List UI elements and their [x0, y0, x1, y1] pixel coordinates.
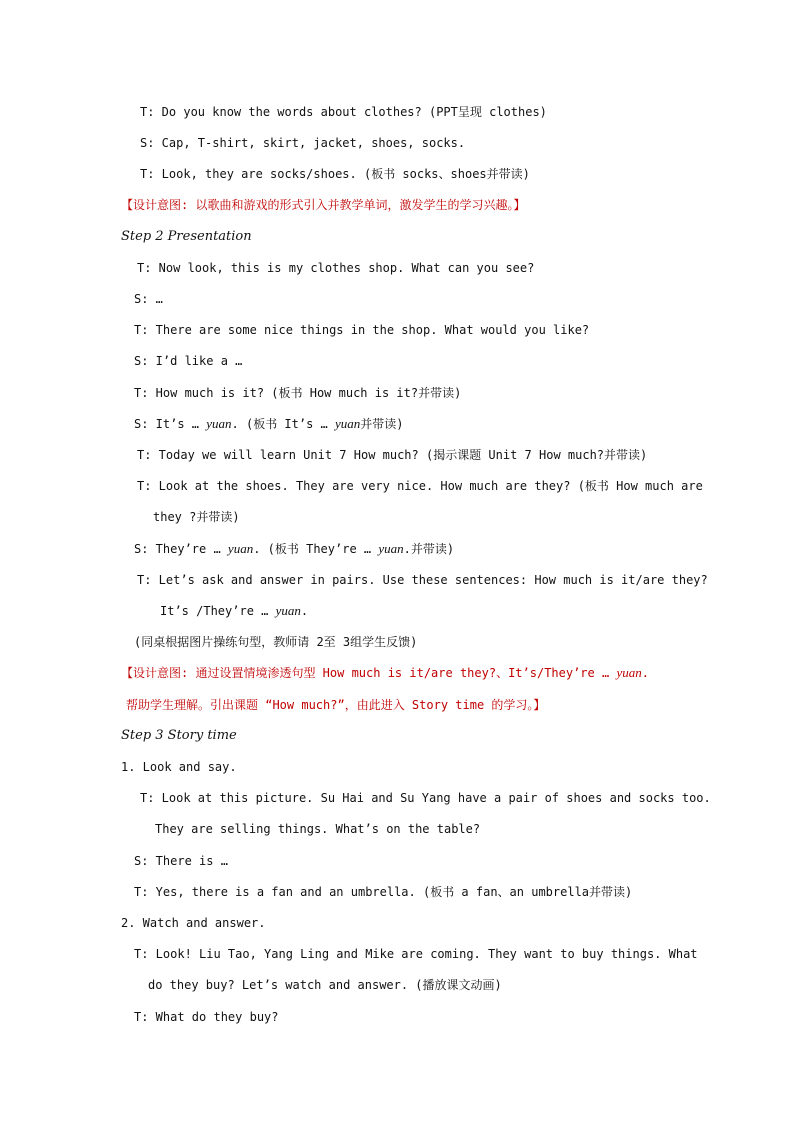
text-line: S: Cap, T-shirt, skirt, jacket, shoes, socks. — [140, 136, 466, 150]
text-line: S: … — [134, 292, 163, 306]
text-segment: It’s /They’re … — [160, 604, 276, 618]
text-line: T: Look at this picture. Su Hai and Su Yang have a pair of shoes and socks too. — [140, 791, 711, 805]
text-line: T: Look! Liu Tao, Yang Ling and Mike are coming. They want to buy things. What — [134, 947, 698, 961]
text-line: T: Look at the shoes. They are very nice. How much are they? (板书 How much are — [137, 479, 703, 493]
italic-word: yuan — [616, 665, 642, 680]
text-line: (同桌根据图片操练句型，教师请 2至 3组学生反馈) — [134, 635, 418, 649]
italic-word: yuan — [206, 416, 232, 431]
text-line: T: How much is it? (板书 How much is it?并带读) — [134, 386, 462, 400]
text-line: they ?并带读) — [153, 510, 240, 524]
text-segment: S: It’s … — [134, 417, 207, 431]
text-segment: . — [641, 666, 649, 680]
text-segment: . (板书 They’re … — [253, 542, 379, 556]
italic-word: yuan — [227, 541, 254, 556]
step-heading: Step 2 Presentation — [121, 229, 252, 244]
text-line: S: I’d like a … — [134, 354, 243, 368]
text-segment: . — [300, 604, 309, 618]
text-line: T: Let’s ask and answer in pairs. Use these sentences: How much is it/are they? — [137, 573, 708, 587]
text-segment: . (板书 It’s … — [231, 417, 336, 431]
text-line: They are selling things. What’s on the table? — [155, 822, 481, 836]
text-segment: 【设计意图: 通过设置情境渗透句型 How much is it/are they?、It’s/They’re … — [121, 666, 617, 680]
text-line: S: There is … — [134, 854, 228, 868]
text-line — [134, 416, 404, 432]
text-line: T: Do you know the words about clothes? (PPT呈现 clothes) — [140, 105, 547, 119]
text-line — [134, 541, 454, 557]
italic-word: yuan — [378, 541, 404, 556]
step-heading: Step 3 Story time — [121, 728, 237, 743]
text-segment: .并带读) — [403, 542, 455, 556]
design-intent-note: 【设计意图: 以歌曲和游戏的形式引入并教学单词，激发学生的学习兴趣。】 — [121, 198, 526, 212]
text-line: T: Look, they are socks/shoes. (板书 socks、shoes并带读) — [140, 167, 530, 181]
text-line: T: Today we will learn Unit 7 How much? (揭示课题 Unit 7 How much?并带读) — [137, 448, 648, 462]
text-line: do they buy? Let’s watch and answer. (播放课文动画) — [148, 978, 502, 992]
text-line: 2. Watch and answer. — [121, 916, 266, 930]
text-line: T: There are some nice things in the shop. What would you like? — [134, 323, 590, 337]
italic-word: yuan — [275, 603, 301, 618]
text-line: T: Yes, there is a fan and an umbrella. (板书 a fan、an umbrella并带读) — [134, 885, 633, 899]
design-intent-note: 帮助学生理解。引出课题 “How much?”，由此进入 Story time 的学习。】 — [126, 698, 546, 712]
text-line: T: What do they buy? — [134, 1010, 279, 1024]
design-intent-note — [121, 665, 649, 681]
text-line: T: Now look, this is my clothes shop. What can you see? — [137, 261, 535, 275]
text-segment: 并带读) — [360, 417, 404, 431]
italic-word: yuan — [335, 416, 361, 431]
text-line — [160, 603, 308, 619]
text-segment: S: They’re … — [134, 542, 228, 556]
text-line: 1. Look and say. — [121, 760, 237, 774]
